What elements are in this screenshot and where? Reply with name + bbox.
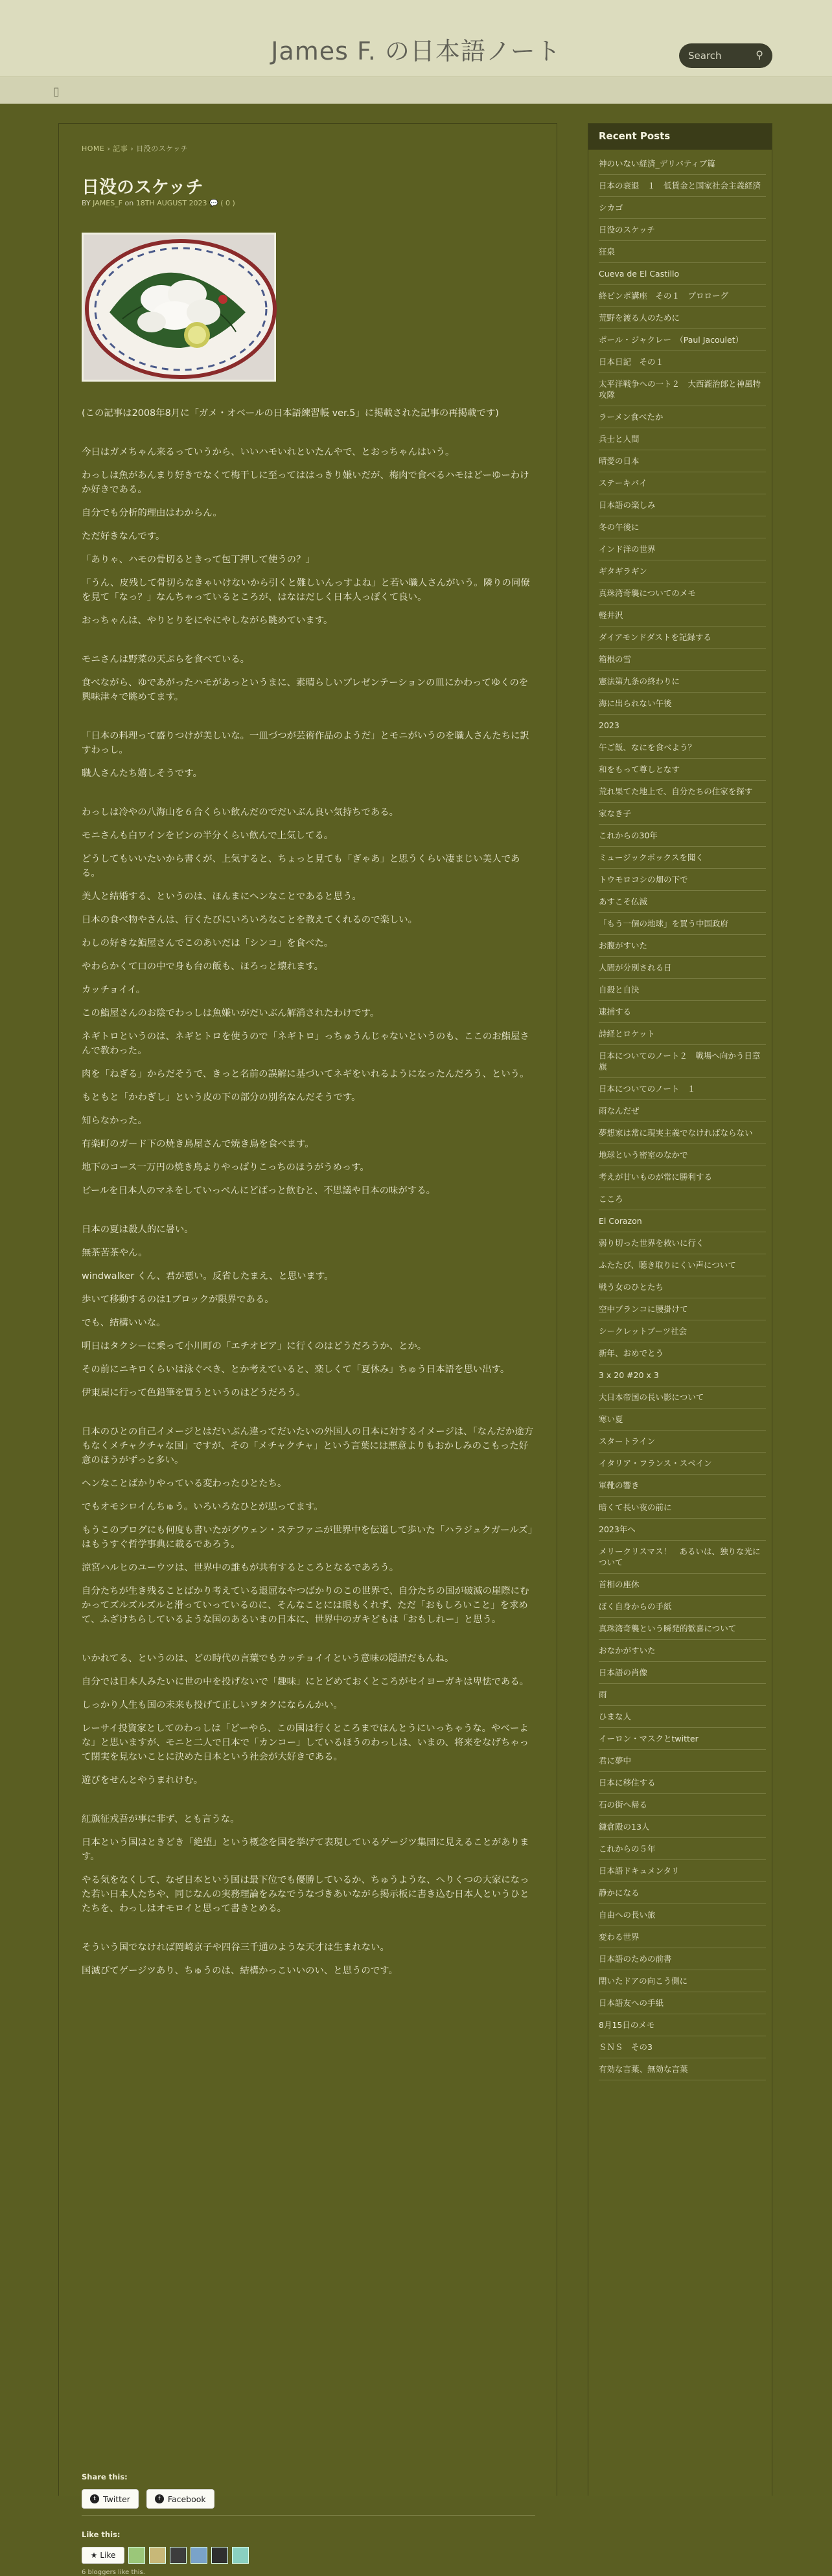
recent-post-link[interactable]: ミュージックボックスを聞く bbox=[599, 847, 766, 869]
post-paragraph: 歩いて移動するのは1ブロックが限界である。 bbox=[82, 1294, 274, 1305]
recent-post-link[interactable]: 晴愛の日本 bbox=[599, 450, 766, 472]
recent-post-link[interactable]: 閉いたドアの向こう側に bbox=[599, 1970, 766, 1992]
post-paragraph: でもオモシロイんちゅう。いろいろなひとが思ってます。 bbox=[82, 1502, 323, 1512]
post-paragraph: この鮨屋さんのお陰でわっしは魚嫌いがだいぶん解消されたわけです。 bbox=[82, 1008, 380, 1018]
main-content bbox=[58, 123, 557, 2576]
bloggers-like-text: 6 bloggers like this. bbox=[82, 2569, 145, 2576]
star-icon: ★ bbox=[90, 2551, 98, 2560]
recent-post-link[interactable]: イタリア・フランス・スペイン bbox=[599, 1453, 766, 1475]
post-paragraph: 知らなかった。 bbox=[82, 1116, 147, 1126]
recent-post-link[interactable]: ふたたび、聴き取りにくい声について bbox=[599, 1254, 766, 1276]
facebook-icon: f bbox=[155, 2494, 164, 2503]
post-paragraph: 食べながら、ゆであがったハモがあっというまに、素晴らしいプレゼンテーションの皿にかわってゆくのを興味津々で眺めてます。 bbox=[82, 678, 529, 702]
meta-by: BY bbox=[82, 199, 91, 207]
post-paragraph: 明日はタクシーに乗って小川町の「エチオピア」に行くのはどうだろうか、とか。 bbox=[82, 1341, 427, 1351]
recent-post-link[interactable]: ＳＮＳ その3 bbox=[599, 2036, 766, 2058]
recent-post-link[interactable]: 憲法第九条の終わりに bbox=[599, 671, 766, 693]
recent-post-link[interactable]: 雨 bbox=[599, 1684, 766, 1706]
post-paragraph: カッチョイイ。 bbox=[82, 985, 146, 995]
post-paragraph: もともと「かわぎし」という皮の下の部分の別名なんだそうです。 bbox=[82, 1092, 361, 1103]
share-buttons bbox=[82, 2489, 535, 2509]
recent-post-link[interactable]: お腹がすいた bbox=[599, 935, 766, 957]
post-paragraph: モニさんも白ワインをビンの半分くらい飲んで上気してる。 bbox=[82, 831, 334, 841]
recent-post-link[interactable]: 雨なんだぜ bbox=[599, 1100, 766, 1122]
post-paragraph: ビールを日本人のマネをしていっぺんにどばっと飲むと、不思議や日本の味がする。 bbox=[82, 1186, 435, 1196]
post-paragraph: 遊びをせんとやうまれけむ。 bbox=[82, 1775, 203, 1786]
post-paragraph: わしの好きな鮨屋さんでこのあいだは「シンコ」を食べた。 bbox=[82, 938, 334, 949]
recent-post-link[interactable]: 寒い夏 bbox=[599, 1409, 766, 1431]
recent-post-link[interactable]: 日没のスケッチ bbox=[599, 219, 766, 241]
recent-post-link[interactable]: 静かになる bbox=[599, 1882, 766, 1904]
recent-post-link[interactable]: 真珠湾奇襲という瞬発的歓喜について bbox=[599, 1618, 766, 1640]
post-paragraph: 日本の夏は殺人的に暑い。 bbox=[82, 1225, 194, 1235]
facebook-share-button-label: Facebook bbox=[167, 2494, 206, 2504]
recent-post-link[interactable]: 戦う女のひとたち bbox=[599, 1276, 766, 1298]
recent-post-link[interactable]: ダイアモンドダストを記録する bbox=[599, 627, 766, 649]
recent-post-link[interactable]: あすこそ仏滅 bbox=[599, 891, 766, 913]
recent-post-link[interactable]: 空中ブランコに腰掛けて bbox=[599, 1298, 766, 1320]
post-paragraph: ヘンなことばかりやっている変わったひとたち。 bbox=[82, 1478, 287, 1489]
recent-post-link[interactable]: 君に夢中 bbox=[599, 1750, 766, 1772]
post-paragraph: 地下のコース一万円の焼き鳥よりやっぱりこっちのほうがうめっす。 bbox=[82, 1162, 369, 1173]
breadcrumb-home[interactable]: HOME bbox=[82, 144, 105, 153]
recent-post-link[interactable]: おなかがすいた bbox=[599, 1640, 766, 1662]
breadcrumb-category[interactable]: 記事 bbox=[113, 144, 128, 153]
share-label: Share this: bbox=[82, 2472, 128, 2481]
recent-post-link[interactable]: シークレットブーツ社会 bbox=[599, 1320, 766, 1342]
recent-post-link[interactable]: インド洋の世界 bbox=[599, 538, 766, 560]
recent-post-link[interactable]: 日本についてのノート １ bbox=[599, 1078, 766, 1100]
breadcrumb bbox=[82, 143, 188, 154]
recent-post-link[interactable]: 軍靴の響き bbox=[599, 1475, 766, 1497]
recent-post-link[interactable]: 地球という密室のなかで bbox=[599, 1144, 766, 1166]
recent-post-link[interactable]: ひまな人 bbox=[599, 1706, 766, 1728]
breadcrumb-separator: › bbox=[107, 144, 111, 153]
post-paragraph: 肉を「ねぎる」からだそうで、きっと名前の誤解に基づいてネギをいれるようになったんだろう、という。 bbox=[82, 1069, 529, 1079]
post-paragraph: 紅旗征戎吾が事に非ず、とも言うな。 bbox=[82, 1814, 240, 1824]
recent-post-link[interactable]: 日本語の肖像 bbox=[599, 1662, 766, 1684]
search-icon[interactable]: ⚲ bbox=[756, 49, 763, 61]
post-paragraph: 美人と結婚する、というのは、ほんまにヘンなことであると思う。 bbox=[82, 891, 362, 902]
recent-post-link[interactable]: 自由への長い旅 bbox=[599, 1904, 766, 1926]
post-paragraph: もうこのブログにも何度も書いたがグウェン・ステファニが世界中を伝道して歩いた「ハラジュクガールズ」はもうすぐ哲学事典に載るであろう。 bbox=[82, 1525, 533, 1550]
avatar[interactable] bbox=[170, 2547, 187, 2564]
post-paragraph: (この記事は2008年8月に「ガメ・オベールの日本語練習帳 ver.5」に掲載された記事の再掲載です) bbox=[82, 408, 499, 419]
post-paragraph: その前にニキロくらいは泳ぐべき、とか考えていると、楽しくて「夏休み」ちゅう日本語を思い出す。 bbox=[82, 1364, 510, 1375]
post-paragraph: ただ好きなんです。 bbox=[82, 531, 165, 542]
recent-post-link[interactable]: 暗くて長い夜の前に bbox=[599, 1497, 766, 1519]
post-paragraph: でも、結構いいな。 bbox=[82, 1318, 166, 1328]
recent-post-link[interactable]: 変わる世界 bbox=[599, 1926, 766, 1948]
recent-post-link[interactable]: 日本日記 その１ bbox=[599, 351, 766, 373]
post-paragraph: windwalker くん、君が悪い。反省したまえ、と思います。 bbox=[82, 1271, 334, 1282]
recent-post-link[interactable]: ポール・ジャクレー （Paul Jacoulet） bbox=[599, 329, 766, 351]
post-paragraph: 日本という国はときどき「絶望」という概念を国を挙げて表現しているゲージツ集団に見えることがあります。 bbox=[82, 1837, 529, 1862]
recent-post-link[interactable]: 海に出られない午後 bbox=[599, 693, 766, 715]
comment-icon: 💬 bbox=[209, 199, 218, 207]
recent-post-link[interactable]: 考えが甘いものが常に勝利する bbox=[599, 1166, 766, 1188]
recent-post-link[interactable]: 箱根の雪 bbox=[599, 649, 766, 671]
recent-post-link[interactable]: こころ bbox=[599, 1188, 766, 1210]
like-button[interactable] bbox=[82, 2547, 124, 2564]
post-paragraph: 今日はガメちゃん来るっていうから、いいハモいれといたんやで、とおっちゃんはいう。 bbox=[82, 447, 455, 457]
site-title[interactable]: James F. の日本語ノート bbox=[271, 37, 561, 65]
search-input[interactable] bbox=[679, 43, 772, 68]
recent-post-link[interactable]: これからの５年 bbox=[599, 1838, 766, 1860]
post-paragraph: 「日本の料理って盛りつけが美しいな。一皿づつが芸術作品のようだ」とモニがいうのを職人さんたちに訳すわっし。 bbox=[82, 731, 529, 755]
post-body bbox=[82, 406, 535, 1987]
post-paragraph: どうしてもいいたいから書くが、上気すると、ちょっと見ても「ぎゃあ」と思うくらい凄まじい美人である。 bbox=[82, 854, 520, 879]
recent-post-link[interactable]: メリークリスマス！ あるいは、独りな光について bbox=[599, 1541, 766, 1574]
recent-post-link[interactable]: 荒れ果てた地上で、自分たちの住家を探す bbox=[599, 781, 766, 803]
share-section bbox=[82, 2472, 535, 2576]
recent-post-link[interactable]: 日本の衰退 １ 低賃金と国家社会主義経済 bbox=[599, 175, 766, 197]
recent-post-link[interactable]: 神のいない経済_デリバティブ篇 bbox=[599, 153, 766, 175]
facebook-share-button[interactable] bbox=[146, 2489, 214, 2509]
recent-post-link[interactable]: これからの30年 bbox=[599, 825, 766, 847]
recent-post-link[interactable]: ギタギラギン bbox=[599, 560, 766, 582]
post-meta bbox=[82, 199, 235, 207]
recent-posts-list bbox=[599, 153, 766, 2080]
twitter-share-button-label: Twitter bbox=[103, 2494, 130, 2504]
recent-post-link[interactable]: 終ピンポ講座 その１ プロローグ bbox=[599, 285, 766, 307]
recent-post-link[interactable]: 弱り切った世界を救いに行く bbox=[599, 1232, 766, 1254]
post-date[interactable]: 18TH AUGUST 2023 bbox=[135, 199, 207, 207]
recent-post-link[interactable]: 2023年へ bbox=[599, 1519, 766, 1541]
search-placeholder: Search bbox=[688, 50, 722, 62]
avatar[interactable] bbox=[191, 2547, 207, 2564]
recent-post-link[interactable]: 逮捕する bbox=[599, 1001, 766, 1023]
recent-post-link[interactable]: 日本語友への手紙 bbox=[599, 1992, 766, 2014]
site-header bbox=[0, 0, 832, 104]
post-paragraph: 職人さんたち嬉しそうです。 bbox=[82, 768, 202, 779]
breadcrumb-separator: › bbox=[130, 144, 134, 153]
nav-bar bbox=[0, 76, 832, 104]
post-paragraph: 自分では日本人みたいに世の中を投げないで「趣味」にとどめておくところがセイヨーガキは卑怯である。 bbox=[82, 1677, 529, 1687]
post-author[interactable]: JAMES_F bbox=[93, 199, 122, 207]
post-paragraph: モニさんは野菜の天ぷらを食べている。 bbox=[82, 654, 250, 665]
post-title: 日没のスケッチ bbox=[82, 178, 203, 198]
post-paragraph: 「うん、皮残して骨切らなきゃいけないから引くと難しいんっすよね」と若い職人さんがいう。隣りの同僚を見て「なっ？」なんちゃっているところが、はなはだしく日本人っぽくて良い。 bbox=[82, 578, 530, 603]
like-section bbox=[82, 2530, 535, 2576]
recent-post-link[interactable]: 大日本帝国の長い影について bbox=[599, 1386, 766, 1409]
recent-post-link[interactable]: 3 x 20 #20 x 3 bbox=[599, 1364, 766, 1386]
recent-post-link[interactable]: 太平洋戦争への一ト２ 大西瀧治郎と神風特攻隊 bbox=[599, 373, 766, 406]
recent-post-link[interactable]: 「もう一個の地球」を買う中国政府 bbox=[599, 913, 766, 935]
recent-post-link[interactable]: シカゴ bbox=[599, 197, 766, 219]
twitter-share-button[interactable] bbox=[82, 2489, 139, 2509]
post-paragraph: いかれてる、というのは、どの時代の言葉でもカッチョイイという意味の隠語だもんね。 bbox=[82, 1653, 454, 1664]
recent-post-link[interactable]: ラーメン食べたか bbox=[599, 406, 766, 428]
post-paragraph: わっしは冷やの八海山を６合くらい飲んだのでだいぶん良い気持ちである。 bbox=[82, 807, 399, 818]
recent-post-link[interactable]: 夢想家は常に現実主義でなければならない bbox=[599, 1122, 766, 1144]
post-paragraph: 無茶苦茶やん。 bbox=[82, 1248, 148, 1258]
recent-post-link[interactable]: 新年、おめでとう bbox=[599, 1342, 766, 1364]
comment-count[interactable]: ( 0 ) bbox=[220, 199, 235, 207]
post-paragraph: 国滅びてゲージツあり、ちゅうのは、結構かっこいいのい、と思うのです。 bbox=[82, 1966, 398, 1976]
recent-post-link[interactable]: 詩経とロケット bbox=[599, 1023, 766, 1045]
recent-post-link[interactable]: スタートライン bbox=[599, 1431, 766, 1453]
recent-post-link[interactable]: 日本語のための前書 bbox=[599, 1948, 766, 1970]
sidebar-title: Recent Posts bbox=[588, 124, 772, 150]
post-paragraph: ネギトロというのは、ネギとトロを使うので「ネギトロ」っちゅうんじゃないというのも、ここのお鮨屋さんで教わった。 bbox=[82, 1031, 529, 1056]
avatar[interactable] bbox=[232, 2547, 249, 2564]
recent-post-link[interactable]: 冬の午後に bbox=[599, 516, 766, 538]
post-paragraph: わっしは魚があんまり好きでなくて梅干しに至ってははっきり嫌いだが、梅肉で食べるハモはどーゆーわけか好きである。 bbox=[82, 470, 529, 495]
post-paragraph: 自分でも分析的理由はわからん。 bbox=[82, 508, 222, 518]
recent-post-link[interactable]: ぼく自身からの手紙 bbox=[599, 1596, 766, 1618]
recent-post-link[interactable]: Cueva de El Castillo bbox=[599, 263, 766, 285]
recent-post-link[interactable]: トウモロコシの畑の下で bbox=[599, 869, 766, 891]
recent-post-link[interactable]: 荒野を渡る人のために bbox=[599, 307, 766, 329]
recent-post-link[interactable]: 日本語ドキュメンタリ bbox=[599, 1860, 766, 1882]
post-paragraph: 涼宮ハルヒのユーウツは、世界中の誰もが共有するところとなるであろう。 bbox=[82, 1563, 399, 1573]
post-paragraph: しっかり人生も国の未来も投げて正しいヲタクにならんかい。 bbox=[82, 1700, 343, 1710]
recent-post-link[interactable]: 石の街へ帰る bbox=[599, 1794, 766, 1816]
post-paragraph: おっちゃんは、やりとりをにやにやしながら眺めています。 bbox=[82, 615, 333, 626]
post-paragraph: そういう国でなければ岡崎京子や四谷三千通のような天才は生まれない。 bbox=[82, 1942, 389, 1953]
recent-post-link[interactable]: 人間が分別される日 bbox=[599, 957, 766, 979]
recent-post-link[interactable]: 和をもって尊しとなす bbox=[599, 759, 766, 781]
recent-post-link[interactable]: 狂泉 bbox=[599, 241, 766, 263]
post-paragraph: 自分たちが生き残ることばかり考えている退屈なやつばかりのこの世界で、自分たちの国が破滅の崖際にむかってズルズルズルと滑っていっているのに、そんなことには眼もくれず、ただ「おもしろいこと」を求めて、ふざけちらしているような国のあるいまの日本に、世界中のガキどもは「おもしれー」と思う。 bbox=[82, 1586, 529, 1625]
recent-post-link[interactable]: El Corazon bbox=[599, 1210, 766, 1232]
like-button-label: Like bbox=[100, 2551, 116, 2560]
like-label: Like this: bbox=[82, 2530, 121, 2539]
sidebar bbox=[588, 123, 772, 2496]
hamo-dish-illustration bbox=[84, 235, 274, 380]
post-paragraph: 「ありゃ、ハモの骨切るときって包丁押して使うの？」 bbox=[82, 555, 315, 565]
recent-post-link[interactable]: イーロン・マスクとtwitter bbox=[599, 1728, 766, 1750]
recent-post-link[interactable]: 真珠湾奇襲についてのメモ bbox=[599, 582, 766, 604]
recent-post-link[interactable]: 日本についてのノート２ 戦場へ向かう日章旗 bbox=[599, 1045, 766, 1078]
avatar[interactable] bbox=[149, 2547, 166, 2564]
post-paragraph: 日本の食べ物やさんは、行くたびにいろいろなことを教えてくれるので楽しい。 bbox=[82, 915, 418, 925]
recent-post-link[interactable]: 首相の座休 bbox=[599, 1574, 766, 1596]
recent-post-link[interactable]: 家なき子 bbox=[599, 803, 766, 825]
share-divider bbox=[82, 2515, 535, 2516]
post-paragraph: レーサイ投資家としてのわっしは「どーやら、この国は行くところまではんとうにいっちゃうな。やべーよな」と思いますが、モニと二人で日本で「カンコー」しているほうのわっしは、いまの、将来をなげちゃって閉実を見ないことに決めた日本という社会が大好きである。 bbox=[82, 1723, 529, 1762]
avatar[interactable] bbox=[128, 2547, 145, 2564]
post-paragraph: やわらかくて口の中で身も台の飯も、ほろっと壊れます。 bbox=[82, 961, 324, 972]
post-paragraph: 伊東屋に行って色鉛筆を買うというのはどうだろう。 bbox=[82, 1388, 306, 1398]
twitter-icon: t bbox=[90, 2494, 99, 2503]
recent-post-link[interactable]: 自殺と自決 bbox=[599, 979, 766, 1001]
post-paragraph: 日本のひとの自己イメージとはだいぶん違ってだいたいの外国人の日本に対するイメージは、「なんだか途方もなくメチャクチャな国」ですが、その「メチャクチャ」という言葉には悪意よりもおかしみのこもった好意のほうがずっと多い。 bbox=[82, 1427, 534, 1466]
recent-post-link[interactable]: 日本に移住する bbox=[599, 1772, 766, 1794]
avatar[interactable] bbox=[211, 2547, 228, 2564]
post-paragraph: 有楽町のガード下の焼き鳥屋さんで焼き鳥を食べます。 bbox=[82, 1139, 314, 1149]
recent-post-link[interactable]: 軽井沢 bbox=[599, 604, 766, 627]
recent-post-link[interactable]: 8月15日のメモ bbox=[599, 2014, 766, 2036]
meta-on: on bbox=[124, 199, 134, 207]
recent-post-link[interactable]: 兵士と人間 bbox=[599, 428, 766, 450]
recent-post-link[interactable]: 有効な言葉、無効な言葉 bbox=[599, 2058, 766, 2080]
recent-post-link[interactable]: 午ご飯、なにを食べよう？ bbox=[599, 737, 766, 759]
recent-post-link[interactable]: ステーキパイ bbox=[599, 472, 766, 494]
recent-post-link[interactable]: 2023 bbox=[599, 715, 766, 737]
breadcrumb-current: 日没のスケッチ bbox=[136, 144, 189, 153]
recent-post-link[interactable]: 鎌倉殿の13人 bbox=[599, 1816, 766, 1838]
post-paragraph: やる気をなくして、なぜ日本という国は最下位でも優勝しているか、ちゅうような、へりくつの大家になった若い日本人たちや、同じなんの実務理論をみなでうなづきあいながら掲示板に書き込む日本人というひとたちを、わっしはオモロイと思って書きとめる。 bbox=[82, 1875, 529, 1914]
post-image bbox=[82, 233, 276, 382]
menu-toggle-icon[interactable]: ▯ bbox=[53, 85, 60, 98]
recent-post-link[interactable]: 日本語の楽しみ bbox=[599, 494, 766, 516]
